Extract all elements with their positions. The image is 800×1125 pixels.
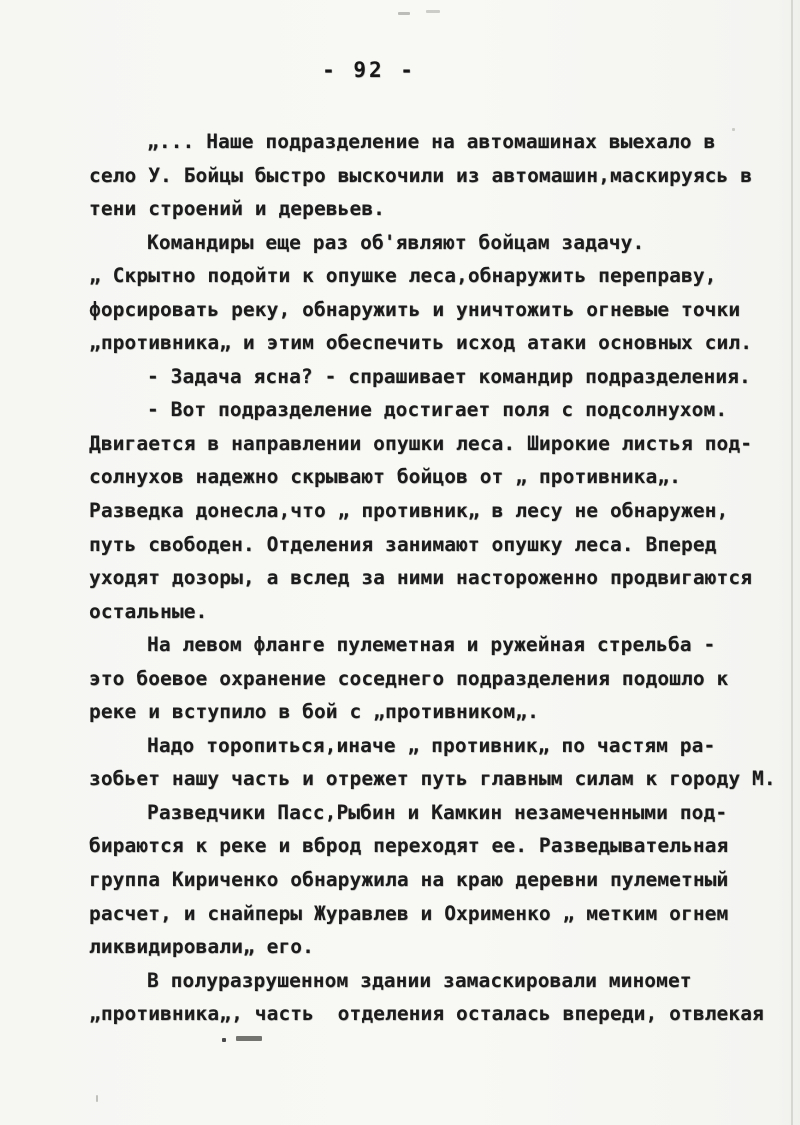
text-line: „ Скрытно подойти к опушке леса,обнаружить переправу, (89, 264, 717, 288)
document-text-block (89, 125, 779, 1031)
text-line: Двигается в направлении опушки леса. Широкие листья под- (89, 431, 753, 455)
text-line: ликвидировали„ его. (89, 935, 314, 959)
text-line: остальные. (89, 599, 208, 623)
text-line: „противника„, часть отделения осталась впереди, отвлекая (89, 1002, 764, 1026)
text-line: группа Кириченко обнаружила на краю деревни пулеметный (89, 868, 729, 892)
scan-artifact (96, 1095, 98, 1102)
page-number: - 92 - (322, 58, 416, 82)
text-line: уходят дозоры, а вслед за ними настороженно продвигаются (89, 566, 753, 590)
scan-artifact (398, 12, 410, 15)
scan-edge-line (791, 0, 793, 1125)
text-line: это боевое охранение соседнего подразделения подошло к (89, 666, 729, 690)
text-line: село У. Бойцы быстро выскочили из автомашин,маскируясь в (89, 163, 753, 187)
text-line: реке и вступило в бой с „противником„. (89, 700, 539, 724)
text-line: „противника„ и этим обеспечить исход атаки основных сил. (89, 331, 753, 355)
text-line: В полуразрушенном здании замаскировали миномет (147, 968, 692, 992)
text-line: форсировать реку, обнаружить и уничтожить огневые точки (89, 297, 741, 321)
text-line: бираются к реке и вброд переходят ее. Разведывательная (89, 834, 729, 858)
text-line: - Вот подразделение достигает поля с подсолнухом. (147, 398, 728, 422)
scan-artifact (426, 10, 440, 13)
text-line: На левом фланге пулеметная и ружейная стрельба - (147, 633, 716, 657)
text-line: „... Наше подразделение на автомашинах выехало в (147, 130, 716, 153)
text-line: путь свободен. Отделения занимают опушку леса. Вперед (89, 532, 717, 556)
text-line: Командиры еще раз об'являют бойцам задачу. (147, 230, 645, 254)
text-line: зобьет нашу часть и отрежет путь главным силам к городу М. (89, 767, 776, 791)
text-line: Надо торопиться,иначе „ противник„ по частям ра- (147, 733, 716, 757)
text-line: Разведчики Пасс,Рыбин и Камкин незамеченными под- (147, 800, 728, 824)
scan-artifact (236, 1036, 262, 1041)
scan-artifact (222, 1038, 226, 1042)
text-line: - Задача ясна? - спрашивает командир подразделения. (147, 364, 751, 388)
text-line: расчет, и снайперы Журавлев и Охрименко „ метким огнем (89, 901, 729, 925)
text-line: солнухов надежно скрывают бойцов от „ противника„. (89, 465, 681, 489)
text-line: тени строений и деревьев. (89, 197, 385, 221)
text-line: Разведка донесла,что „ противник„ в лесу не обнаружен, (89, 499, 729, 523)
